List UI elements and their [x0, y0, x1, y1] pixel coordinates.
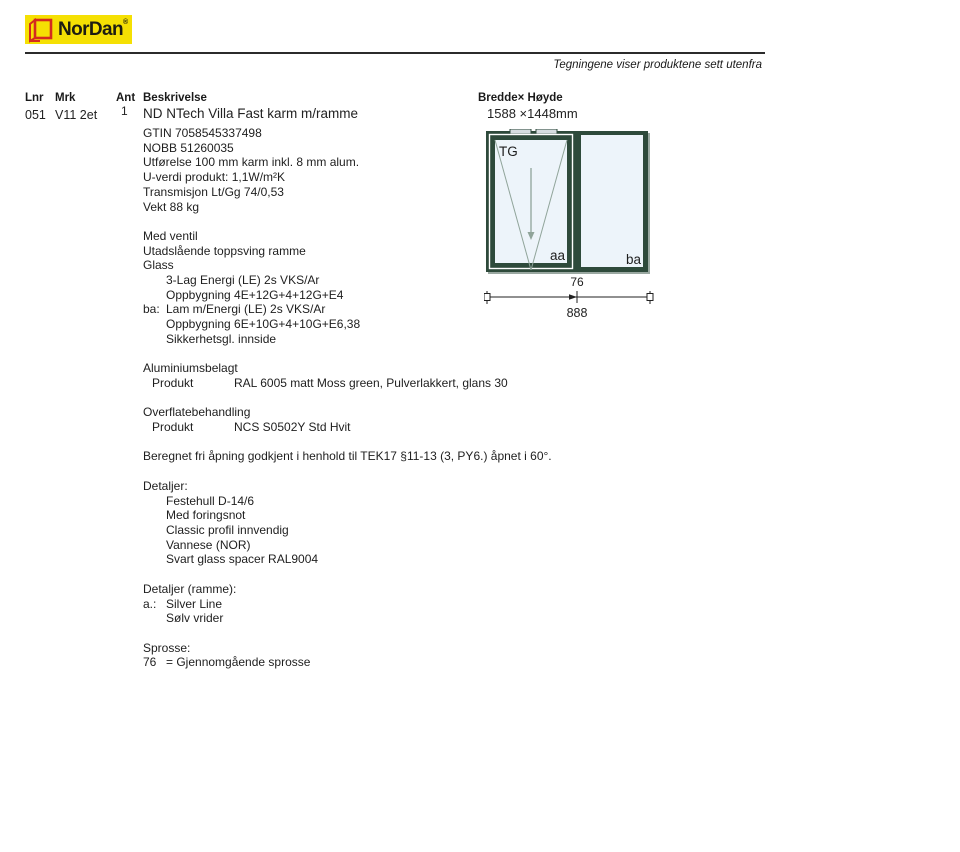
- description-line: [143, 435, 633, 450]
- vent-slot: [536, 129, 557, 134]
- dimension-arrow: [569, 294, 577, 300]
- description-line: Overflatebehandling: [143, 405, 251, 420]
- window-drawing: [484, 129, 656, 325]
- column-header-mrk: Mrk: [55, 92, 76, 104]
- description-line: [143, 391, 633, 406]
- brand-name: NorDan®: [58, 19, 128, 40]
- column-header-lnr: Lnr: [25, 92, 44, 104]
- description-line: GTIN 7058545337498: [143, 126, 262, 140]
- description-line: [143, 626, 633, 641]
- glass-label-aa: aa: [549, 248, 565, 263]
- description-line: [143, 347, 633, 362]
- description-line: Sølv vrider: [166, 611, 224, 626]
- header-divider: [25, 52, 765, 54]
- nordan-logo: [25, 15, 132, 44]
- description-line: Med foringsnot: [166, 508, 246, 523]
- description-line: Svart glass spacer RAL9004: [166, 552, 319, 567]
- description-line: 3-Lag Energi (LE) 2s VKS/Ar: [166, 273, 320, 288]
- column-header-beskrivelse: Beskrivelse: [143, 92, 207, 104]
- description-line: [143, 464, 633, 479]
- description-line: NOBB 51260035: [143, 140, 234, 155]
- product-dimensions: 1588 ×1448mm: [487, 106, 578, 121]
- description-line: Detaljer (ramme):: [143, 581, 237, 596]
- right-glass: [581, 135, 643, 267]
- description-line: Aluminiumsbelagt: [143, 361, 238, 376]
- open-window-icon: [28, 17, 55, 43]
- column-header-bredde-hoyde: Bredde× Høyde: [478, 92, 563, 104]
- description-line: Beregnet fri åpning godkjent i henhold til TEK17 §11-13 (3, PY6.) åpnet i 60°.: [143, 449, 552, 464]
- row-ant-value: 1: [121, 104, 128, 118]
- view-note: Tegningene viser produktene sett utenfra: [553, 59, 762, 71]
- product-title: ND NTech Villa Fast karm m/ramme: [143, 106, 359, 121]
- description-line: Vannese (NOR): [166, 537, 251, 552]
- description-line: Utadslående toppsving ramme: [143, 243, 306, 258]
- description-line: a.: Silver Line: [143, 596, 223, 611]
- description-line: Oppbygning 4E+12G+4+12G+E4: [166, 287, 344, 302]
- description-line: Produkt RAL 6005 matt Moss green, Pulverlakkert, glans 30: [152, 375, 508, 390]
- pane-label-tg: TG: [499, 144, 518, 159]
- column-header-ant: Ant: [116, 92, 136, 104]
- description-line: Utførelse 100 mm karm inkl. 8 mm alum.: [143, 155, 360, 170]
- description-line: Oppbygning 6E+10G+4+10G+E6,38: [166, 317, 361, 332]
- glass-label-ba: ba: [625, 252, 641, 267]
- description-line: 76 = Gjennomgående sprosse: [143, 655, 311, 670]
- vent-slot: [510, 129, 531, 134]
- row-lnr-value: 051: [25, 108, 46, 122]
- description-line: Detaljer:: [143, 478, 188, 493]
- description-line: Classic profil innvendig: [166, 522, 289, 537]
- registered-mark: ®: [123, 19, 128, 26]
- description-line: U-verdi produkt: 1,1W/m²K: [143, 170, 286, 185]
- description-line: ba: Lam m/Energi (LE) 2s VKS/Ar: [143, 302, 326, 317]
- description-line: Sprosse:: [143, 640, 191, 655]
- description-line: Sikkerhetsgl. innside: [166, 331, 277, 346]
- description-line: Vekt 88 kg: [143, 199, 200, 214]
- description-line: Transmisjon Lt/Gg 74/0,53: [143, 184, 284, 199]
- description-line: Produkt NCS S0502Y Std Hvit: [152, 420, 351, 435]
- sprosse-position-label: 888: [566, 306, 588, 320]
- sprosse-width-label: 76: [570, 275, 584, 289]
- description-line: [143, 567, 633, 582]
- description-line: Festehull D-14/6: [166, 493, 255, 508]
- description-line: Glass: [143, 258, 174, 273]
- row-mrk-value: V11 2et: [55, 108, 98, 122]
- description-line: Med ventil: [143, 228, 198, 243]
